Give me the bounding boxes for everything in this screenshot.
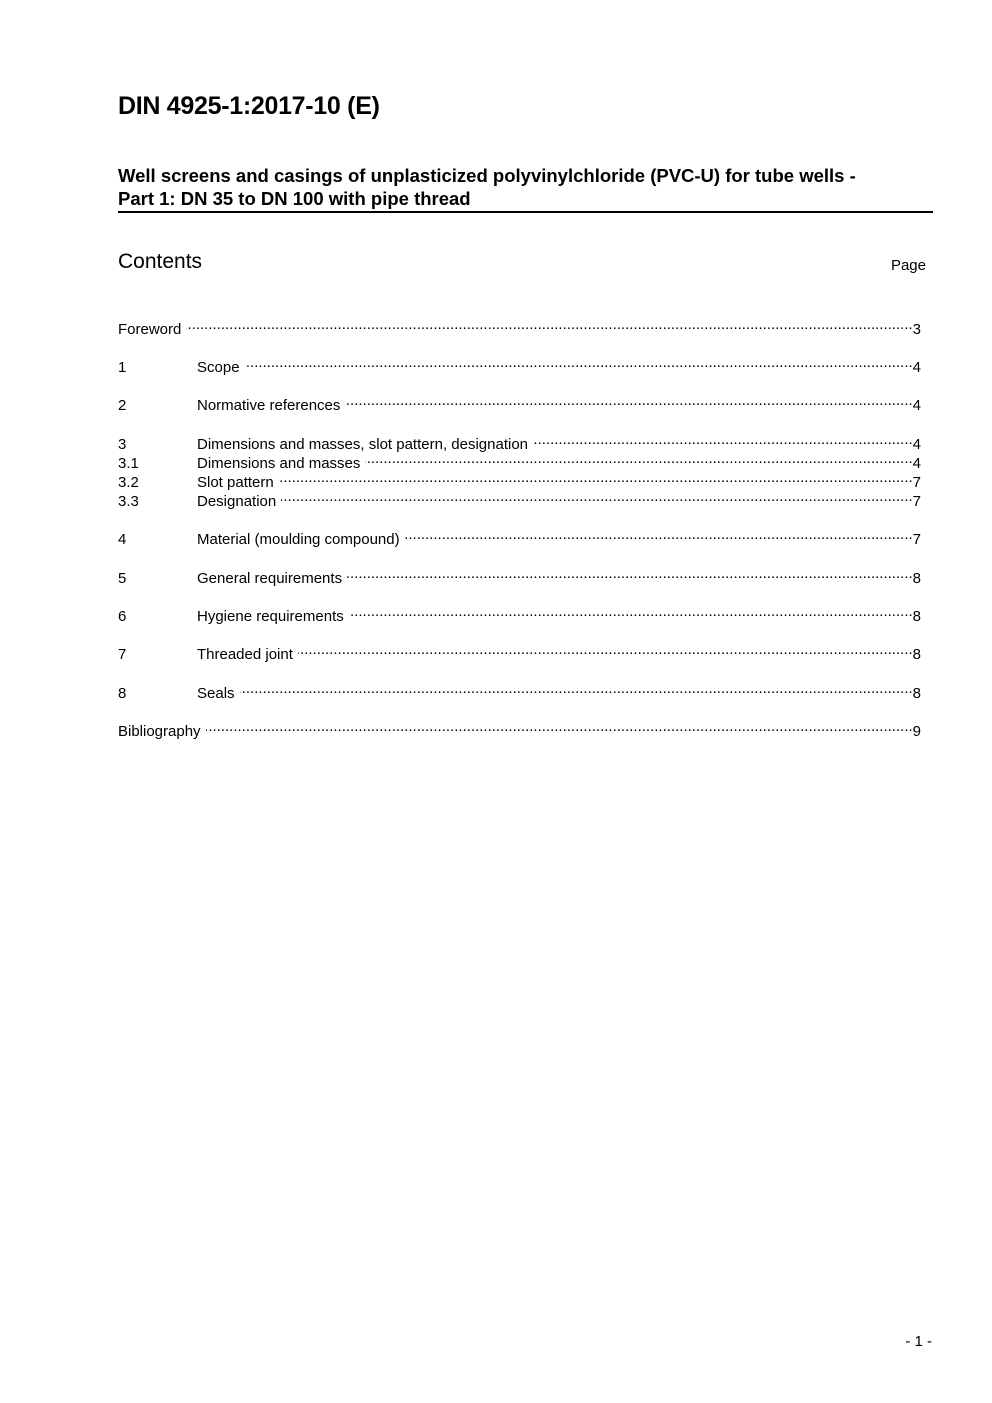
toc-entry-title: Hygiene requirements xyxy=(197,608,344,625)
toc-entry-page: 8 xyxy=(912,646,921,663)
toc-entry-page: 7 xyxy=(912,493,921,510)
toc-entry-page: 9 xyxy=(912,723,921,740)
footer-page-number: - 1 - xyxy=(905,1333,932,1350)
toc-leader-dots xyxy=(533,430,913,449)
document-title-line-2: Part 1: DN 35 to DN 100 with pipe thread xyxy=(118,188,471,209)
toc-entry-title: Dimensions and masses xyxy=(197,455,361,472)
toc-entry-title: Bibliography xyxy=(118,723,201,740)
toc-entry-number: 6 xyxy=(118,608,127,625)
toc-leader-dots xyxy=(281,487,912,506)
toc-entry-number: 7 xyxy=(118,646,127,663)
toc-entry-seals[interactable] xyxy=(118,679,921,702)
toc-entry-title: Threaded joint xyxy=(197,646,293,663)
toc-entry-general-requirements[interactable] xyxy=(118,564,921,587)
toc-entry-bibliography[interactable] xyxy=(118,717,921,740)
toc-leader-dots xyxy=(279,468,913,487)
toc-entry-slot-pattern[interactable] xyxy=(118,468,921,491)
toc-entry-page: 4 xyxy=(912,436,921,453)
contents-heading: Contents xyxy=(118,250,203,273)
toc-entry-page: 3 xyxy=(912,321,921,338)
document-title-line-1: Well screens and casings of unplasticized polyvinylchloride (PVC-U) for tube wells - xyxy=(118,165,856,186)
toc-entry-number: 3.3 xyxy=(118,493,139,510)
document-id: DIN 4925-1:2017-10 (E) xyxy=(118,92,380,120)
toc-entry-title: Slot pattern xyxy=(197,474,274,491)
toc-entry-title: General requirements xyxy=(197,570,343,587)
toc-entry-page: 4 xyxy=(912,455,921,472)
toc-entry-title: Scope xyxy=(197,359,240,376)
toc-entry-title: Normative references xyxy=(197,397,341,414)
toc-leader-dots xyxy=(298,640,913,659)
toc-entry-title: Dimensions and masses, slot pattern, designation xyxy=(197,436,529,453)
document-title xyxy=(118,164,933,213)
toc-entry-material[interactable] xyxy=(118,525,921,548)
toc-entry-normative-references[interactable] xyxy=(118,391,921,414)
toc-entry-title: Foreword xyxy=(118,321,182,338)
toc-entry-foreword[interactable] xyxy=(118,315,921,338)
toc-entry-number: 3 xyxy=(118,436,127,453)
toc-entry-page: 8 xyxy=(912,608,921,625)
toc-entry-page: 4 xyxy=(912,397,921,414)
page-column-heading: Page xyxy=(890,257,926,274)
toc-entry-threaded-joint[interactable] xyxy=(118,640,921,663)
toc-entry-number: 4 xyxy=(118,531,127,548)
toc-entry-dimensions-and-masses[interactable] xyxy=(118,449,921,472)
toc-leader-dots xyxy=(349,602,913,621)
toc-leader-dots xyxy=(347,564,913,583)
toc-entry-page: 8 xyxy=(912,570,921,587)
toc-entry-number: 1 xyxy=(118,359,127,376)
toc-entry-title: Designation xyxy=(197,493,277,510)
toc-entry-number: 3.2 xyxy=(118,474,139,491)
toc-entry-designation[interactable] xyxy=(118,487,921,510)
toc-leader-dots xyxy=(245,353,913,372)
toc-entry-dimensions-masses-slot-pattern-designation[interactable] xyxy=(118,430,921,453)
toc-entry-title: Material (moulding compound) xyxy=(197,531,400,548)
toc-entry-page: 8 xyxy=(912,685,921,702)
toc-leader-dots xyxy=(186,315,912,334)
toc-leader-dots xyxy=(365,449,912,468)
toc-entry-number: 5 xyxy=(118,570,127,587)
toc-entry-scope[interactable] xyxy=(118,353,921,376)
toc-entry-number: 2 xyxy=(118,397,127,414)
toc-leader-dots xyxy=(345,391,912,410)
toc-entry-page: 7 xyxy=(912,474,921,491)
toc-entry-number: 8 xyxy=(118,685,127,702)
toc-entry-title: Seals xyxy=(197,685,235,702)
toc-entry-page: 7 xyxy=(912,531,921,548)
toc-entry-number: 3.1 xyxy=(118,455,139,472)
toc-leader-dots xyxy=(240,679,913,698)
toc-leader-dots xyxy=(405,525,913,544)
toc-entry-hygiene-requirements[interactable] xyxy=(118,602,921,625)
toc-leader-dots xyxy=(206,717,913,736)
toc-entry-page: 4 xyxy=(912,359,921,376)
